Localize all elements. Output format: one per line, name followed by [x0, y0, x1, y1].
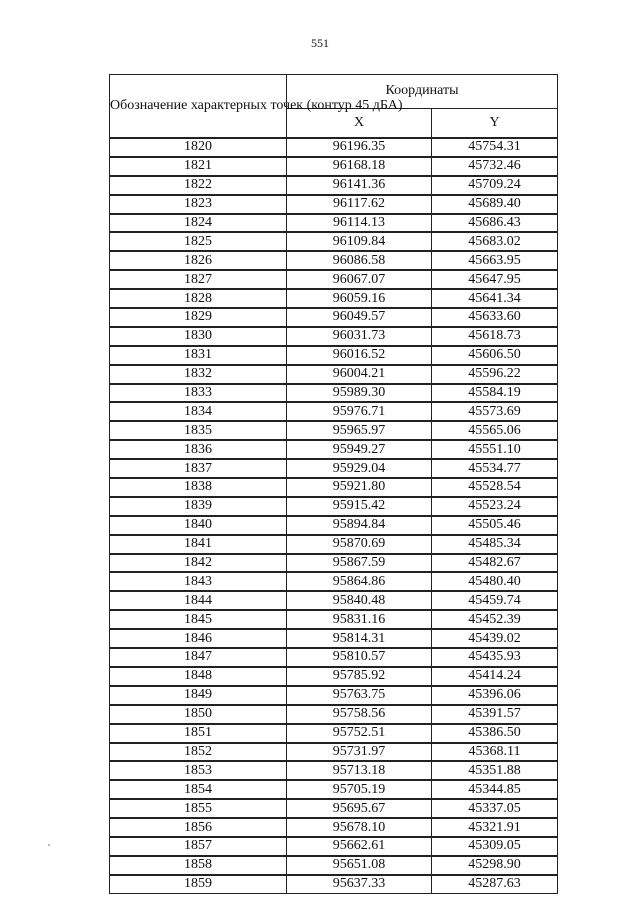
table-row: [110, 648, 558, 667]
point-id-cell: 1824: [110, 214, 287, 233]
x-coordinate-cell: 96031.73: [287, 327, 432, 346]
point-id-cell: 1841: [110, 535, 287, 554]
table-row: [110, 591, 558, 610]
table-row: [110, 875, 558, 893]
y-coordinate-cell: 45584.19: [432, 384, 558, 403]
table-row: [110, 270, 558, 289]
y-coordinate-cell: 45321.91: [432, 818, 558, 837]
header-x: X: [287, 108, 432, 138]
point-id-cell: 1850: [110, 705, 287, 724]
table-row: [110, 572, 558, 591]
x-coordinate-cell: 95814.31: [287, 629, 432, 648]
x-coordinate-cell: 95864.86: [287, 572, 432, 591]
point-id-cell: 1828: [110, 289, 287, 308]
table-row: [110, 176, 558, 195]
y-coordinate-cell: 45754.31: [432, 138, 558, 157]
point-id-cell: 1830: [110, 327, 287, 346]
table-row: [110, 308, 558, 327]
table-body: [110, 138, 558, 893]
x-coordinate-cell: 95731.97: [287, 743, 432, 762]
x-coordinate-cell: 95785.92: [287, 667, 432, 686]
coordinates-table: [109, 74, 558, 894]
point-id-cell: 1842: [110, 554, 287, 573]
header-y: Y: [432, 108, 558, 138]
point-id-cell: 1859: [110, 875, 287, 893]
point-id-cell: 1855: [110, 799, 287, 818]
y-coordinate-cell: 45391.57: [432, 705, 558, 724]
y-coordinate-cell: 45309.05: [432, 837, 558, 856]
header-coordinates: Координаты: [287, 75, 558, 109]
point-id-cell: 1840: [110, 516, 287, 535]
table-header: [110, 75, 558, 139]
table-row: [110, 705, 558, 724]
x-coordinate-cell: 95752.51: [287, 724, 432, 743]
table-row: [110, 440, 558, 459]
point-id-cell: 1852: [110, 743, 287, 762]
y-coordinate-cell: 45551.10: [432, 440, 558, 459]
table-row: [110, 421, 558, 440]
point-id-cell: 1829: [110, 308, 287, 327]
x-coordinate-cell: 95651.08: [287, 856, 432, 875]
x-coordinate-cell: 95840.48: [287, 591, 432, 610]
y-coordinate-cell: 45298.90: [432, 856, 558, 875]
point-id-cell: 1846: [110, 629, 287, 648]
point-id-cell: 1834: [110, 402, 287, 421]
x-coordinate-cell: 95989.30: [287, 384, 432, 403]
point-id-cell: 1847: [110, 648, 287, 667]
x-coordinate-cell: 95695.67: [287, 799, 432, 818]
x-coordinate-cell: 95870.69: [287, 535, 432, 554]
table-row: [110, 195, 558, 214]
x-coordinate-cell: 96168.18: [287, 157, 432, 176]
y-coordinate-cell: 45683.02: [432, 232, 558, 251]
point-id-cell: 1839: [110, 497, 287, 516]
y-coordinate-cell: 45287.63: [432, 875, 558, 893]
table-row: [110, 761, 558, 780]
x-coordinate-cell: 95976.71: [287, 402, 432, 421]
y-coordinate-cell: 45633.60: [432, 308, 558, 327]
y-coordinate-cell: 45596.22: [432, 365, 558, 384]
x-coordinate-cell: 95763.75: [287, 686, 432, 705]
x-coordinate-cell: 95915.42: [287, 497, 432, 516]
x-coordinate-cell: 95921.80: [287, 478, 432, 497]
point-id-cell: 1836: [110, 440, 287, 459]
y-coordinate-cell: 45435.93: [432, 648, 558, 667]
x-coordinate-cell: 95678.10: [287, 818, 432, 837]
table-row: [110, 138, 558, 157]
x-coordinate-cell: 95713.18: [287, 761, 432, 780]
table-row: [110, 554, 558, 573]
x-coordinate-cell: 96117.62: [287, 195, 432, 214]
point-id-cell: 1821: [110, 157, 287, 176]
x-coordinate-cell: 95758.56: [287, 705, 432, 724]
table-row: [110, 384, 558, 403]
point-id-cell: 1820: [110, 138, 287, 157]
y-coordinate-cell: 45337.05: [432, 799, 558, 818]
x-coordinate-cell: 96016.52: [287, 346, 432, 365]
table-row: [110, 780, 558, 799]
x-coordinate-cell: 95637.33: [287, 875, 432, 893]
table-row: [110, 516, 558, 535]
x-coordinate-cell: 95965.97: [287, 421, 432, 440]
y-coordinate-cell: 45439.02: [432, 629, 558, 648]
y-coordinate-cell: 45396.06: [432, 686, 558, 705]
table-row: [110, 535, 558, 554]
y-coordinate-cell: 45709.24: [432, 176, 558, 195]
point-id-cell: 1849: [110, 686, 287, 705]
y-coordinate-cell: 45452.39: [432, 610, 558, 629]
point-id-cell: 1832: [110, 365, 287, 384]
y-coordinate-cell: 45351.88: [432, 761, 558, 780]
x-coordinate-cell: 95810.57: [287, 648, 432, 667]
point-id-cell: 1826: [110, 251, 287, 270]
y-coordinate-cell: 45689.40: [432, 195, 558, 214]
y-coordinate-cell: 45480.40: [432, 572, 558, 591]
point-id-cell: 1856: [110, 818, 287, 837]
x-coordinate-cell: 96114.13: [287, 214, 432, 233]
scan-artifact: [48, 844, 50, 846]
y-coordinate-cell: 45386.50: [432, 724, 558, 743]
point-id-cell: 1854: [110, 780, 287, 799]
x-coordinate-cell: 95867.59: [287, 554, 432, 573]
table-row: [110, 686, 558, 705]
point-id-cell: 1827: [110, 270, 287, 289]
table-row: [110, 157, 558, 176]
x-coordinate-cell: 96086.58: [287, 251, 432, 270]
x-coordinate-cell: 96141.36: [287, 176, 432, 195]
table-row: [110, 856, 558, 875]
x-coordinate-cell: 96059.16: [287, 289, 432, 308]
table-row: [110, 818, 558, 837]
point-id-cell: 1845: [110, 610, 287, 629]
x-coordinate-cell: 95831.16: [287, 610, 432, 629]
y-coordinate-cell: 45485.34: [432, 535, 558, 554]
y-coordinate-cell: 45459.74: [432, 591, 558, 610]
x-coordinate-cell: 95929.04: [287, 459, 432, 478]
x-coordinate-cell: 96067.07: [287, 270, 432, 289]
point-id-cell: 1844: [110, 591, 287, 610]
table-row: [110, 289, 558, 308]
header-point-label: Обозначение характерных точек (контур 45 дБА): [110, 75, 287, 139]
point-id-cell: 1857: [110, 837, 287, 856]
y-coordinate-cell: 45528.54: [432, 478, 558, 497]
table-row: [110, 365, 558, 384]
point-id-cell: 1848: [110, 667, 287, 686]
x-coordinate-cell: 96004.21: [287, 365, 432, 384]
point-id-cell: 1831: [110, 346, 287, 365]
y-coordinate-cell: 45368.11: [432, 743, 558, 762]
point-id-cell: 1851: [110, 724, 287, 743]
y-coordinate-cell: 45606.50: [432, 346, 558, 365]
table-row: [110, 478, 558, 497]
x-coordinate-cell: 96196.35: [287, 138, 432, 157]
y-coordinate-cell: 45732.46: [432, 157, 558, 176]
point-id-cell: 1837: [110, 459, 287, 478]
point-id-cell: 1835: [110, 421, 287, 440]
y-coordinate-cell: 45618.73: [432, 327, 558, 346]
point-id-cell: 1825: [110, 232, 287, 251]
table-row: [110, 743, 558, 762]
point-id-cell: 1843: [110, 572, 287, 591]
table-row: [110, 402, 558, 421]
table-row: [110, 214, 558, 233]
point-id-cell: 1838: [110, 478, 287, 497]
y-coordinate-cell: 45565.06: [432, 421, 558, 440]
table-row: [110, 629, 558, 648]
x-coordinate-cell: 95894.84: [287, 516, 432, 535]
y-coordinate-cell: 45505.46: [432, 516, 558, 535]
point-id-cell: 1822: [110, 176, 287, 195]
point-id-cell: 1823: [110, 195, 287, 214]
point-id-cell: 1833: [110, 384, 287, 403]
table-row: [110, 459, 558, 478]
y-coordinate-cell: 45663.95: [432, 251, 558, 270]
table-row: [110, 837, 558, 856]
table-row: [110, 346, 558, 365]
table-row: [110, 327, 558, 346]
x-coordinate-cell: 95949.27: [287, 440, 432, 459]
x-coordinate-cell: 96049.57: [287, 308, 432, 327]
point-id-cell: 1858: [110, 856, 287, 875]
y-coordinate-cell: 45344.85: [432, 780, 558, 799]
y-coordinate-cell: 45534.77: [432, 459, 558, 478]
x-coordinate-cell: 95705.19: [287, 780, 432, 799]
table-row: [110, 724, 558, 743]
x-coordinate-cell: 96109.84: [287, 232, 432, 251]
table-row: [110, 232, 558, 251]
table-row: [110, 799, 558, 818]
x-coordinate-cell: 95662.61: [287, 837, 432, 856]
table-row: [110, 497, 558, 516]
table-row: [110, 667, 558, 686]
y-coordinate-cell: 45482.67: [432, 554, 558, 573]
page-number: 551: [311, 36, 329, 50]
point-id-cell: 1853: [110, 761, 287, 780]
y-coordinate-cell: 45573.69: [432, 402, 558, 421]
y-coordinate-cell: 45647.95: [432, 270, 558, 289]
table-row: [110, 610, 558, 629]
table-row: [110, 251, 558, 270]
y-coordinate-cell: 45414.24: [432, 667, 558, 686]
y-coordinate-cell: 45686.43: [432, 214, 558, 233]
y-coordinate-cell: 45641.34: [432, 289, 558, 308]
y-coordinate-cell: 45523.24: [432, 497, 558, 516]
